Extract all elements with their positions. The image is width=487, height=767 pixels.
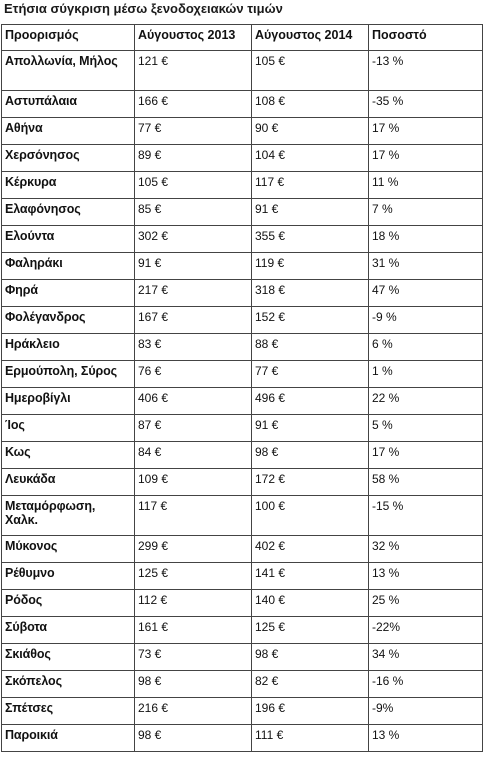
header-change-percent: Ποσοστό [369, 25, 483, 51]
cell-change-percent: 5 % [369, 415, 483, 442]
table-row [2, 280, 483, 307]
cell-destination: Σπέτσες [2, 698, 135, 725]
cell-aug-2014: 125 € [252, 617, 369, 644]
cell-change-percent: 22 % [369, 388, 483, 415]
cell-aug-2014: 119 € [252, 253, 369, 280]
cell-destination: Ελούντα [2, 226, 135, 253]
cell-aug-2013: 406 € [135, 388, 252, 415]
table-row [2, 253, 483, 280]
cell-change-percent: 11 % [369, 172, 483, 199]
cell-aug-2014: 152 € [252, 307, 369, 334]
cell-change-percent: 31 % [369, 253, 483, 280]
cell-change-percent: 17 % [369, 118, 483, 145]
header-aug-2014: Αύγουστος 2014 [252, 25, 369, 51]
cell-aug-2014: 108 € [252, 91, 369, 118]
cell-aug-2013: 89 € [135, 145, 252, 172]
cell-destination: Λευκάδα [2, 469, 135, 496]
cell-change-percent: -15 % [369, 496, 483, 536]
table-row [2, 334, 483, 361]
table-row [2, 644, 483, 671]
cell-aug-2013: 112 € [135, 590, 252, 617]
header-aug-2013: Αύγουστος 2013 [135, 25, 252, 51]
cell-aug-2013: 77 € [135, 118, 252, 145]
cell-aug-2013: 83 € [135, 334, 252, 361]
table-row [2, 118, 483, 145]
table-row [2, 442, 483, 469]
cell-aug-2013: 87 € [135, 415, 252, 442]
cell-destination: Ημεροβίγλι [2, 388, 135, 415]
cell-destination: Κως [2, 442, 135, 469]
table-row [2, 91, 483, 118]
table-row [2, 496, 483, 536]
cell-aug-2014: 100 € [252, 496, 369, 536]
table-header-row [2, 25, 483, 51]
table-row [2, 51, 483, 91]
cell-destination: Ελαφόνησος [2, 199, 135, 226]
table-row [2, 145, 483, 172]
table-row [2, 725, 483, 752]
cell-aug-2013: 299 € [135, 536, 252, 563]
cell-aug-2013: 121 € [135, 51, 252, 91]
cell-aug-2013: 302 € [135, 226, 252, 253]
table-row [2, 671, 483, 698]
cell-destination: Ηράκλειο [2, 334, 135, 361]
table-row [2, 388, 483, 415]
cell-aug-2014: 91 € [252, 199, 369, 226]
cell-change-percent: 13 % [369, 563, 483, 590]
cell-destination: Μεταμόρφωση, Χαλκ. [2, 496, 135, 536]
cell-aug-2014: 111 € [252, 725, 369, 752]
cell-aug-2014: 105 € [252, 51, 369, 91]
header-destination: Προορισμός [2, 25, 135, 51]
cell-change-percent: 32 % [369, 536, 483, 563]
cell-change-percent: 1 % [369, 361, 483, 388]
table-body [2, 51, 483, 752]
cell-aug-2013: 84 € [135, 442, 252, 469]
cell-aug-2014: 91 € [252, 415, 369, 442]
cell-change-percent: 6 % [369, 334, 483, 361]
cell-aug-2013: 125 € [135, 563, 252, 590]
cell-aug-2014: 90 € [252, 118, 369, 145]
cell-destination: Ίος [2, 415, 135, 442]
table-row [2, 226, 483, 253]
cell-aug-2013: 98 € [135, 725, 252, 752]
cell-aug-2013: 216 € [135, 698, 252, 725]
cell-aug-2014: 402 € [252, 536, 369, 563]
page-title: Ετήσια σύγκριση μέσω ξενοδοχειακών τιμών [4, 1, 283, 16]
cell-aug-2013: 161 € [135, 617, 252, 644]
table-row [2, 563, 483, 590]
cell-change-percent: 17 % [369, 145, 483, 172]
cell-aug-2014: 104 € [252, 145, 369, 172]
cell-aug-2014: 318 € [252, 280, 369, 307]
cell-change-percent: -9 % [369, 307, 483, 334]
cell-aug-2013: 166 € [135, 91, 252, 118]
table-row [2, 590, 483, 617]
cell-destination: Απολλωνία, Μήλος [2, 51, 135, 91]
cell-aug-2013: 98 € [135, 671, 252, 698]
cell-aug-2013: 217 € [135, 280, 252, 307]
cell-aug-2014: 141 € [252, 563, 369, 590]
cell-aug-2013: 91 € [135, 253, 252, 280]
cell-aug-2013: 76 € [135, 361, 252, 388]
cell-aug-2013: 167 € [135, 307, 252, 334]
cell-aug-2013: 105 € [135, 172, 252, 199]
table-row [2, 469, 483, 496]
cell-destination: Σκόπελος [2, 671, 135, 698]
cell-aug-2014: 98 € [252, 442, 369, 469]
table-row [2, 172, 483, 199]
cell-destination: Αθήνα [2, 118, 135, 145]
cell-destination: Παροικιά [2, 725, 135, 752]
cell-destination: Ρέθυμνο [2, 563, 135, 590]
cell-change-percent: 47 % [369, 280, 483, 307]
table-row [2, 199, 483, 226]
cell-destination: Σκιάθος [2, 644, 135, 671]
cell-destination: Σύβοτα [2, 617, 135, 644]
table-row [2, 361, 483, 388]
cell-destination: Κέρκυρα [2, 172, 135, 199]
cell-aug-2014: 172 € [252, 469, 369, 496]
table-row [2, 536, 483, 563]
cell-aug-2014: 82 € [252, 671, 369, 698]
cell-destination: Φαληράκι [2, 253, 135, 280]
price-comparison-table [1, 24, 483, 752]
cell-change-percent: -13 % [369, 51, 483, 91]
cell-destination: Αστυπάλαια [2, 91, 135, 118]
cell-destination: Ρόδος [2, 590, 135, 617]
cell-change-percent: 58 % [369, 469, 483, 496]
cell-change-percent: 34 % [369, 644, 483, 671]
cell-aug-2014: 98 € [252, 644, 369, 671]
cell-change-percent: -16 % [369, 671, 483, 698]
cell-change-percent: 18 % [369, 226, 483, 253]
cell-destination: Φηρά [2, 280, 135, 307]
cell-change-percent: -35 % [369, 91, 483, 118]
cell-change-percent: -22% [369, 617, 483, 644]
table-row [2, 698, 483, 725]
cell-change-percent: 13 % [369, 725, 483, 752]
cell-aug-2014: 117 € [252, 172, 369, 199]
cell-aug-2013: 85 € [135, 199, 252, 226]
cell-change-percent: 17 % [369, 442, 483, 469]
cell-destination: Μύκονος [2, 536, 135, 563]
cell-aug-2014: 77 € [252, 361, 369, 388]
cell-change-percent: -9% [369, 698, 483, 725]
table-row [2, 617, 483, 644]
cell-destination: Φολέγανδρος [2, 307, 135, 334]
cell-destination: Χερσόνησος [2, 145, 135, 172]
cell-aug-2014: 355 € [252, 226, 369, 253]
table-row [2, 415, 483, 442]
cell-aug-2014: 140 € [252, 590, 369, 617]
cell-destination: Ερμούπολη, Σύρος [2, 361, 135, 388]
cell-change-percent: 25 % [369, 590, 483, 617]
cell-aug-2013: 73 € [135, 644, 252, 671]
cell-aug-2014: 88 € [252, 334, 369, 361]
cell-aug-2014: 496 € [252, 388, 369, 415]
cell-aug-2013: 117 € [135, 496, 252, 536]
cell-change-percent: 7 % [369, 199, 483, 226]
cell-aug-2013: 109 € [135, 469, 252, 496]
table-row [2, 307, 483, 334]
cell-aug-2014: 196 € [252, 698, 369, 725]
